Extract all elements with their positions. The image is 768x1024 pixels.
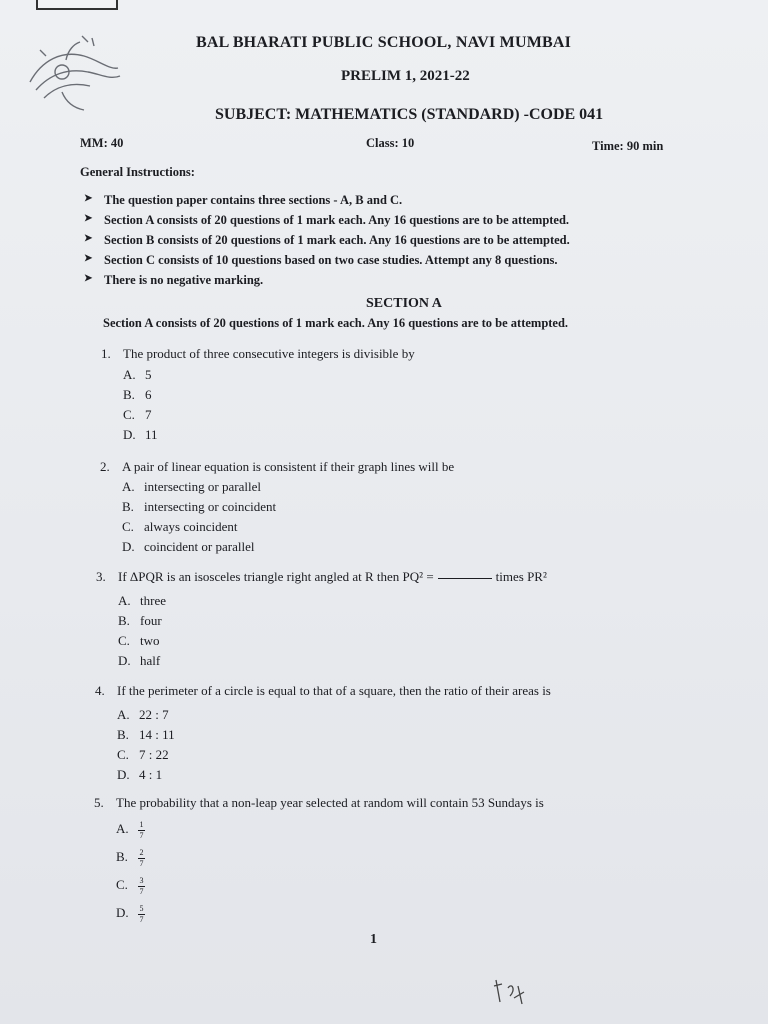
question-text: The product of three consecutive integers is divisible by: [123, 346, 415, 361]
option-c: C. 7: [123, 407, 152, 422]
instructions-list: [84, 193, 570, 293]
school-logo-icon: [22, 30, 126, 116]
section-title: SECTION A: [366, 296, 442, 311]
option-c: C. $\frac{3}{7}$: [116, 876, 144, 896]
question-number: 3.: [96, 569, 106, 584]
option-a: A. three: [118, 593, 166, 608]
option-b: B. 6: [123, 387, 152, 402]
question-text: If ΔPQR is an isosceles triangle right angled at R then PQ² = times PR²: [118, 569, 547, 584]
question-number: 5.: [94, 795, 104, 810]
option-c: C. two: [118, 633, 160, 648]
arrow-bullet-icon: ➤: [84, 213, 93, 224]
subject-title: SUBJECT: MATHEMATICS (STANDARD) -CODE 041: [215, 106, 604, 123]
option-b: B. four: [118, 613, 162, 628]
top-label-box: [36, 0, 118, 10]
class-label: Class: 10: [366, 136, 415, 150]
fraction: $\frac{2}{7}$: [139, 848, 144, 868]
option-b: B. $\frac{2}{7}$: [116, 848, 144, 868]
max-marks: MM: 40: [80, 136, 124, 150]
instruction-item: ➤ Section A consists of 20 questions of 1 mark each. Any 16 questions are to be attempted.: [84, 213, 570, 227]
instructions-title: General Instructions:: [80, 165, 195, 179]
option-c: C. always coincident: [122, 519, 238, 534]
options-list: [123, 367, 158, 447]
arrow-bullet-icon: ➤: [84, 253, 93, 264]
arrow-bullet-icon: ➤: [84, 273, 93, 284]
option-a: A. $\frac{1}{7}$: [116, 820, 144, 840]
question-text: The probability that a non-leap year selected at random will contain 53 Sundays is: [116, 795, 544, 810]
question-text: If the perimeter of a circle is equal to that of a square, then the ratio of their areas is: [117, 683, 551, 698]
options-list: [118, 593, 166, 673]
school-name: BAL BHARATI PUBLIC SCHOOL, NAVI MUMBAI: [196, 34, 572, 51]
option-a: A. 5: [123, 367, 152, 382]
question-number: 1.: [101, 346, 111, 361]
options-list: [122, 479, 276, 559]
fraction: $\frac{3}{7}$: [139, 876, 144, 896]
fraction: $\frac{1}{7}$: [139, 820, 144, 840]
option-d: D. $\frac{5}{7}$: [116, 904, 144, 924]
section-note: Section A consists of 20 questions of 1 mark each. Any 16 questions are to be attempted.: [103, 316, 569, 330]
options-list: [117, 707, 175, 787]
option-b: B. 14 : 11: [117, 727, 175, 742]
handwritten-mark-icon: [488, 972, 532, 1008]
option-b: B. intersecting or coincident: [122, 499, 277, 514]
exam-title: PRELIM 1, 2021-22: [341, 68, 470, 84]
option-d: D. coincident or parallel: [122, 539, 255, 554]
question-number: 4.: [95, 683, 105, 698]
arrow-bullet-icon: ➤: [84, 193, 93, 204]
time-label: Time: 90 min: [592, 139, 664, 153]
option-d: D. 4 : 1: [117, 767, 163, 782]
option-a: A. intersecting or parallel: [122, 479, 261, 494]
option-c: C. 7 : 22: [117, 747, 169, 762]
answer-blank: [438, 578, 492, 579]
option-a: A. 22 : 7: [117, 707, 169, 722]
instruction-item: ➤ There is no negative marking.: [84, 273, 264, 287]
question-number: 2.: [100, 459, 110, 474]
option-d: D. half: [118, 653, 161, 668]
instruction-item: ➤ Section C consists of 10 questions based on two case studies. Attempt any 8 questions.: [84, 253, 558, 267]
arrow-bullet-icon: ➤: [84, 233, 93, 244]
instruction-item: ➤ Section B consists of 20 questions of 1 mark each. Any 16 questions are to be attempted.: [84, 233, 570, 247]
options-list: [116, 821, 145, 933]
instruction-item: ➤ The question paper contains three sections - A, B and C.: [84, 193, 403, 207]
question-text: A pair of linear equation is consistent if their graph lines will be: [122, 459, 455, 474]
page-number: 1: [370, 932, 377, 947]
fraction: $\frac{5}{7}$: [139, 904, 144, 924]
option-d: D. 11: [123, 427, 158, 442]
